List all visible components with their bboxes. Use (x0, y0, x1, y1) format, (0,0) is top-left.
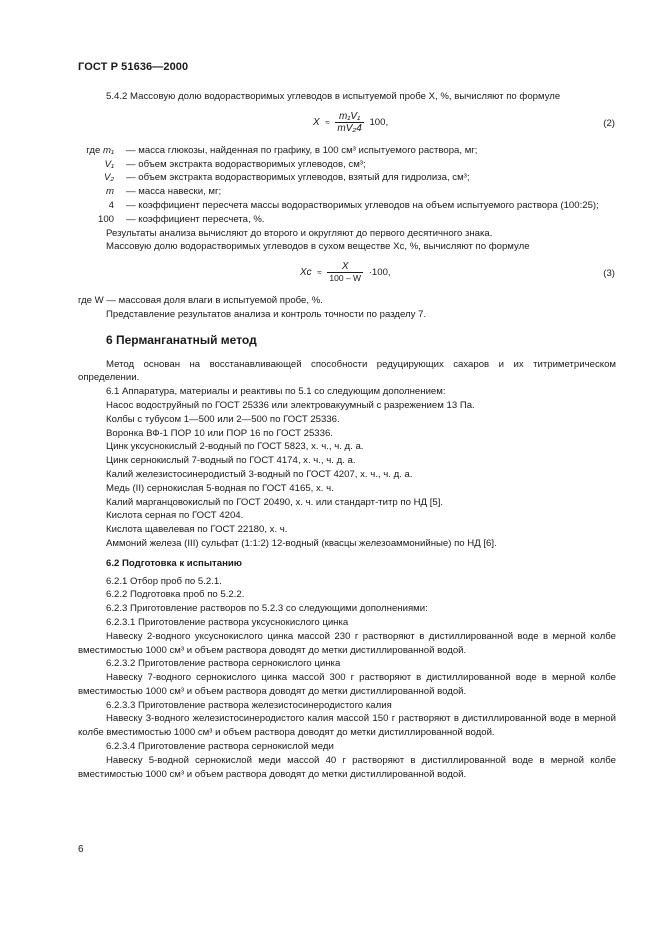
formula-2-numerator: m₁V₁ (335, 111, 363, 123)
paragraph-6-2-3-3: Навеску 3-водного железистосинеродистого калия массой 150 г растворяют в дистиллированной воде в мерной колбе вместимостью 1000 см³ и объем раствора доводят до метки дистиллированной водой. (78, 713, 616, 739)
document-header: ГОСТ Р 51636—2000 (78, 61, 189, 73)
paragraph-6-1: 6.1 Аппаратура, материалы и реактивы по 5.1 со следующим дополнением: (106, 386, 446, 398)
glossary-symbol: m₁ (102, 144, 114, 156)
list-item: Медь (II) сернокислая 5-водная по ГОСТ 4165, х. ч. (106, 482, 334, 494)
formula-2-fraction (335, 111, 363, 134)
glossary-row (78, 185, 616, 199)
paragraph-dry-matter: Массовую долю водорастворимых углеводов в сухом веществе Xc, %, вычисляют по формуле (106, 241, 530, 253)
list-item: Цинк уксуснокислый 2-водный по ГОСТ 5823, х. ч., ч. д. а. (106, 441, 364, 453)
glossary-text: — объем экстракта водорастворимых углеводов, взятый для гидролиза, см³; (126, 172, 470, 184)
paragraph-6-2-3-2: Навеску 7-водного сернокислого цинка массой 300 г растворяют в дистиллированной воде в мерной колбе вместимостью 1000 см³ и объем раствора доводят до метки дистиллированной водой. (78, 672, 616, 697)
glossary-row (78, 199, 616, 213)
heading-6-2-3-2: 6.2.3.2 Приготовление раствора сернокислого цинка (106, 658, 341, 670)
formula-3-number: (3) (603, 268, 615, 280)
formula-2-denominator: mV₂4 (337, 122, 362, 134)
glossary-row (78, 171, 616, 185)
list-item: 6.2.2 Подготовка проб по 5.2.2. (106, 589, 245, 601)
formula-2-tail: 100, (369, 116, 389, 128)
document-body (78, 90, 616, 781)
list-item: Насос водоструйный по ГОСТ 25336 или электровакуумный с разрежением 13 Па. (106, 399, 475, 411)
paragraph-6-2-3-1: Навеску 2-водного уксуснокислого цинка массой 230 г растворяют в дистиллированной воде в мерной колбе вместимостью 1000 см³ и объем раствора доводят до метки дистиллированной водой. (78, 630, 616, 656)
formula-3-lhs: Xc (300, 267, 312, 279)
section-6-title: 6 Перманганатный метод (106, 332, 257, 347)
list-item: Воронка ВФ-1 ПОР 10 или ПОР 16 по ГОСТ 25336. (106, 427, 333, 439)
list-item: 6.2.3.1 Приготовление раствора уксуснокислого цинка (106, 616, 349, 628)
glossary-symbol: V₂ (103, 172, 114, 184)
paragraph-6-2-3-4: Навеску 5-водной сернокислой меди массой 40 г растворяют в дистиллированной воде в мерной колбе вместимостью 1000 см³ и объем раствора доводят до метки дистиллированной водой. (78, 754, 616, 780)
formula-3-fraction (327, 261, 363, 284)
list-item: 6.2.1 Отбор проб по 5.2.1. (106, 575, 222, 587)
glossary-text: — коэффициент пересчета массы водорастворимых углеводов на объем испытуемого раствора (100:25); (126, 199, 599, 211)
where-w: где W — массовая доля влаги в испытуемой пробе, %. (78, 295, 323, 307)
list-item: Колбы с тубусом 1—500 или 2—500 по ГОСТ 25336. (106, 413, 340, 425)
glossary-text: — коэффициент пересчета, %. (126, 213, 265, 225)
list-item: Калий железистосинеродистый 3-водный по ГОСТ 4207, х. ч., ч. д. а. (106, 468, 413, 480)
glossary-symbol: m (106, 186, 114, 198)
glossary-row (78, 213, 616, 227)
list-item: Кислота серная по ГОСТ 4204. (106, 510, 244, 522)
glossary-row (78, 158, 616, 172)
heading-6-2-3-3: 6.2.3.3 Приготовление раствора железистосинеродистого калия (106, 699, 392, 711)
list-item: Кислота щавелевая по ГОСТ 22180, х. ч. (106, 524, 288, 536)
heading-6-2-3-4: 6.2.3.4 Приготовление раствора сернокислой меди (106, 741, 334, 753)
list-item: 6.2.3 Приготовление растворов по 5.2.3 со следующими дополнениями: (106, 603, 428, 615)
paragraph-5-4-2: 5.4.2 Массовую долю водорастворимых углеводов в испытуемой пробе X, %, вычисляют по формуле (106, 91, 561, 102)
paragraph-representation: Представление результатов анализа и контроль точности по разделу 7. (106, 308, 427, 320)
list-item: Калий марганцовокислый по ГОСТ 20490, х. ч. или стандарт-титр по НД [5]. (106, 496, 444, 508)
formula-3-numerator: X (327, 261, 363, 273)
formula-2-glossary (78, 144, 616, 227)
subsection-6-2-title: 6.2 Подготовка к испытанию (106, 557, 242, 569)
formula-3-approx: ≈ (317, 268, 322, 278)
formula-3-tail: ·100, (368, 267, 391, 279)
formula-2-approx: ≈ (325, 117, 330, 127)
glossary-row (78, 144, 616, 158)
glossary-text: — масса навески, мг; (126, 186, 222, 198)
list-item: Цинк сернокислый 7-водный по ГОСТ 4174, х. ч., ч. д. а. (106, 455, 356, 467)
list-item: Аммоний железа (III) сульфат (1:1:2) 12-водный (квасцы железоаммонийные) по НД [6]. (106, 537, 497, 549)
glossary-symbol: 4 (108, 199, 114, 211)
glossary-where: где (86, 144, 101, 156)
page-number: 6 (78, 844, 84, 855)
formula-2-number: (2) (603, 117, 615, 129)
glossary-symbol: 100 (97, 213, 114, 225)
formula-2 (78, 104, 616, 144)
glossary-symbol: V₁ (104, 158, 114, 170)
formula-2-lhs: X (313, 116, 320, 128)
paragraph-results: Результаты анализа вычисляют до второго и округляют до первого десятичного знака. (106, 227, 493, 239)
glossary-text: — масса глюкозы, найденная по графику, в 100 см³ испытуемого раствора, мг; (126, 144, 478, 156)
glossary-text: — объем экстракта водорастворимых углеводов, см³; (126, 158, 366, 170)
formula-3 (78, 254, 616, 294)
formula-3-denominator: 100 – W (329, 273, 362, 284)
equipment-list (78, 399, 616, 551)
paragraph-method: Метод основан на восстанавливающей способности редуцирующих сахаров и их титриметрическом определении. (78, 358, 616, 384)
